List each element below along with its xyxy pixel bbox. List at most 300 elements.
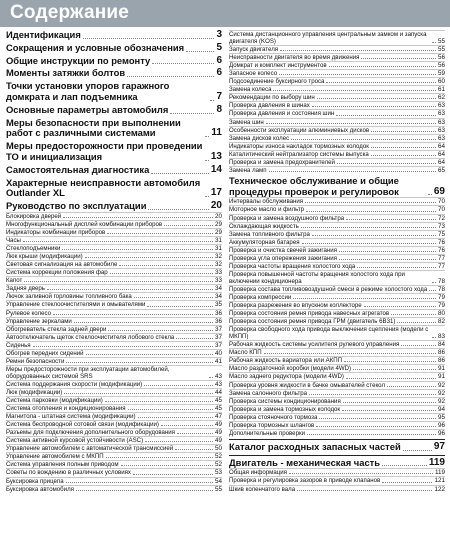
toc-entry [229,270,445,285]
toc-entry-title: Масло раздаточной коробки (модели 4WD) [229,365,352,373]
toc-entry-title: Общая информация [229,469,287,477]
toc-page-number: 84 [437,341,445,349]
toc-entry-title: Стеклоподъемники [6,245,61,253]
toc-entry-title: Проверка состояния ремня привода ГРМ (двигатель 6B31) [229,318,396,326]
dot-leader [106,457,213,458]
toc-entry [6,212,222,220]
toc-entry [229,150,445,158]
toc-page-number: 78 [437,285,445,293]
dot-leader [326,82,436,83]
toc-entry [229,381,445,389]
toc-entry-title: Рабочая жидкость системы усилителя рулевого управления [229,341,400,349]
toc-entry [229,348,445,356]
toc-page-number: 35 [214,301,222,309]
toc-entry-title: Замена топливного фильтра [229,230,310,238]
toc-page-number: 47 [214,413,222,421]
toc-entry-title: Моменты затяжки болтов [6,68,126,79]
toc-entry-title: Люк (модификации) [6,388,63,396]
toc-entry [229,254,445,262]
toc-entry [229,246,445,254]
toc-page-number: 86 [437,349,445,357]
toc-page-number: 95 [437,413,445,421]
dot-leader [108,330,213,331]
dot-leader [382,482,432,483]
dot-leader [361,58,436,59]
toc-entry-title: Проверка и замена тормозных колодок [229,405,341,413]
toc-page-number: 63 [437,102,445,110]
dot-leader [428,194,432,195]
toc-section [6,30,222,41]
dot-leader [301,227,436,228]
toc-page-number: 96 [437,421,445,429]
dot-leader [316,426,436,427]
toc-entry [6,333,222,341]
toc-page-number: 40 [214,349,222,357]
toc-page-number: 36 [214,309,222,317]
dot-leader [209,377,213,378]
dot-leader [119,265,213,266]
toc-page-number: 82 [437,318,445,326]
dot-leader [293,298,436,299]
toc-page-number: 119 [434,469,445,477]
toc-entry-title: Проверка и замена предохранителей [229,158,335,166]
toc-entry [6,420,222,428]
toc-page-number: 97 [433,440,445,452]
toc-entry [229,126,445,134]
toc-entry [229,325,445,340]
toc-entry [229,158,445,166]
toc-page-number: 37 [214,333,222,341]
toc-page-number: 86 [437,357,445,365]
toc-entry-title: Рекомендации по выбору шин [229,94,315,102]
dot-leader [23,241,213,242]
toc-page-number: 14 [210,164,222,175]
dot-leader [346,378,436,379]
toc-page-number: 37 [214,341,222,349]
dot-leader [397,322,436,323]
toc-entry-title: Точки установки упоров гаражного домкрата и лап подъемника [6,81,170,102]
toc-entry-title: Система управления полным приводом [6,461,119,469]
toc-page-number: 73 [437,222,445,230]
toc-page-number: 63 [437,134,445,142]
toc-entry [229,468,445,476]
toc-entry-title: Система беспроводной сотовой связи (модификации) [6,421,159,429]
dot-leader [391,314,436,315]
toc-entry [6,485,222,493]
dot-leader [302,243,436,244]
dot-leader [329,66,436,67]
toc-entry [6,444,222,452]
toc-entry [6,428,222,436]
toc-entry-title: Задняя дверь [6,285,45,293]
dot-leader [177,433,213,434]
toc-section [6,118,222,140]
toc-entry [6,349,222,357]
toc-page-number: 75 [437,230,445,238]
toc-entry [229,485,445,493]
toc-page-number: 96 [437,429,445,437]
toc-entry-title: Обогреватель стекла задней двери [6,325,107,333]
dot-leader [353,369,436,370]
toc-entry [229,340,445,348]
toc-page-number: 119 [428,456,445,468]
dot-leader [210,100,214,101]
dot-leader [344,361,436,362]
toc-entry-title: Меры предосторожности при эксплуатации автомобилей, оборудованных системой SRS [6,365,170,380]
toc-column-left [6,30,222,493]
dot-leader [429,290,436,291]
toc-page-number: 77 [437,254,445,262]
dot-leader [312,106,436,107]
toc-entry-title: Аккумуляторная батарея [229,238,300,246]
toc-entry [6,404,222,412]
dot-leader [306,211,436,212]
dot-leader [64,393,213,394]
dot-leader [121,465,213,466]
toc-entry [229,356,445,364]
dot-leader [403,450,432,451]
toc-entry [229,205,445,213]
toc-page-number: 69 [433,185,445,197]
dot-leader [47,289,213,290]
toc-entry [229,429,445,437]
toc-section [6,68,222,79]
dot-leader [105,401,213,402]
toc-entry-title: Проверка и очистка свечей зажигания [229,246,337,254]
toc-page-number: 55 [437,38,445,46]
toc-entry-title: Моторное масло и фильтр [229,206,305,214]
toc-page-number: 122 [434,485,445,493]
toc-page-number: 92 [437,397,445,405]
dot-leader [371,155,436,156]
toc-page-number: 37 [214,325,222,333]
toc-entry-title: Запуск двигателя [229,46,279,54]
dot-leader [74,322,213,323]
toc-entry [229,372,445,380]
toc-entry-title: Система парковки (модификации) [6,397,103,405]
toc-entry-title: Рабочая жидкость вариатора или АКПП [229,357,343,365]
dot-leader [336,115,436,116]
toc-entry-title: Система активной курсовой устойчивости (ASC) [6,437,144,445]
toc-page-number: 92 [437,389,445,397]
toc-entry-title: Проверка и регулировка зазоров в приводе клапанов [229,477,381,485]
toc-entry-title: Управление зеркалами [6,317,72,325]
toc-page-number: 11 [211,127,222,139]
toc-entry-title: Проверка угла опережения зажигания [229,254,337,262]
toc-entry [6,436,222,444]
dot-leader [339,251,436,252]
toc-entry-title: Самостоятельная диагностика [6,164,150,175]
toc-page-number: 62 [437,94,445,102]
toc-entry [229,101,445,109]
dot-leader [273,90,436,91]
dot-leader [371,147,436,148]
toc-entry-title: Система отопления и кондиционирования [6,405,126,413]
dot-leader [164,225,213,226]
toc-entry-title: Руководство по эксплуатации [6,201,147,212]
toc-section [229,176,445,198]
dot-leader [138,417,213,418]
dot-leader [85,257,213,258]
toc-entry [229,285,445,293]
toc-entry [229,166,445,174]
dot-leader [307,434,436,435]
toc-entry [229,476,445,484]
toc-column-right [229,30,445,493]
toc-entry-title: Магнитола - штатная система (модификации) [6,413,136,421]
toc-section [6,165,222,176]
toc-page-number: 20 [210,201,222,212]
toc-entry [229,238,445,246]
dot-leader [133,474,213,475]
dot-leader [364,306,436,307]
dot-leader [170,113,214,114]
toc-section [6,81,222,103]
toc-entry [6,309,222,317]
toc-page-number: 7 [216,90,222,102]
dot-leader [186,51,214,52]
dot-leader [148,209,208,210]
dot-leader [176,338,213,339]
toc-page-number: 34 [214,293,222,301]
toc-section [6,178,222,200]
toc-page-number: 32 [214,253,222,261]
toc-page-number: 79 [437,302,445,310]
dot-leader [357,267,436,268]
toc-entry-title: Разъемы для подключения дополнительного оборудования [6,429,175,437]
toc-entry [229,301,445,309]
toc-entry-title: Проверка давления и состояния шин [229,110,335,118]
toc-page-number: 80 [437,310,445,318]
toc-page-number: 36 [214,317,222,325]
toc-entry [6,477,222,485]
toc-entry-title: Двигатель - механическая часть [229,456,381,468]
toc-entry [229,197,445,205]
toc-entry [229,262,445,270]
toc-entry [229,293,445,301]
dot-leader [339,259,436,260]
toc-entry [6,260,222,268]
dot-leader [291,139,436,140]
toc-page-number: 20 [214,212,222,220]
dot-leader [269,171,436,172]
toc-page-number: 17 [210,187,222,199]
toc-entry [229,93,445,101]
toc-entry-title: Ремни безопасности [6,357,65,365]
toc-entry-title: Меры безопасности при выполнении работ с различными системами [6,117,181,139]
toc-entry [6,388,222,396]
dot-leader [145,441,213,442]
toc-entry [229,53,445,61]
dot-leader [382,465,427,466]
toc-page-number: 55 [437,46,445,54]
toc-section [6,201,222,212]
dot-leader [151,173,209,174]
toc-page-number: 91 [437,365,445,373]
dot-leader [297,490,432,491]
toc-entry-title: Проверка системы кондиционирования [229,397,341,405]
dot-leader [205,196,209,197]
dot-leader [266,123,436,124]
dot-leader [319,418,436,419]
toc-entry-title: Люк крыши (модификации) [6,253,83,261]
dot-leader [205,136,209,137]
dot-leader [53,314,213,315]
toc-entry-title: Идентификация [6,30,81,40]
toc-entry [6,365,222,380]
toc-entry-title: Многофункциональный дисплей комбинации приборов [6,221,163,228]
toc-page-number: 54 [214,477,222,485]
toc-entry-title: Проверка состава топливовоздушной смеси в режиме холостого хода [229,285,428,293]
dot-leader [161,425,213,426]
toc-entry-title: Проверка тормозных шлангов [229,421,315,429]
dot-leader [33,346,213,347]
dot-leader [317,98,436,99]
toc-entry [6,341,222,349]
toc-page-number: 29 [214,221,222,228]
toc-entry-title: Сиденья [6,341,31,349]
toc-entry-title: Индикаторы комбинации приборов [6,229,106,237]
toc-page-number: 43 [214,372,222,380]
toc-entry [6,276,222,284]
toc-entry [6,412,222,420]
dot-leader [432,337,436,338]
toc-entry [6,244,222,252]
toc-entry-title: Лючок заливной горловины топливного бака [6,293,132,301]
toc-page-number: 64 [437,158,445,166]
toc-entry-title: Проверка давления в шинах [229,102,310,110]
toc-page-number: 91 [437,373,445,381]
toc-page-number: 65 [437,166,445,174]
toc-page-number: 3 [216,30,222,40]
dot-leader [371,131,436,132]
toc-entry [6,357,222,365]
toc-page-number: 64 [437,150,445,158]
dot-leader [86,354,213,355]
toc-page-number: 77 [437,262,445,270]
toc-page-number: 29 [214,229,222,237]
toc-entry-title: Автоотключатель щеток стеклоочистителя лобового стекла [6,333,175,341]
toc-page-number: 49 [214,429,222,437]
toc-page-number: 49 [214,437,222,445]
dot-leader [24,281,213,282]
toc-page-number: 56 [437,54,445,62]
toc-page-number: 8 [216,104,222,115]
toc-page-number: 72 [437,214,445,222]
toc-entry-title: Техническое обслуживание и общие процедуры проверок и регулировок [229,175,399,197]
toc-entry [229,85,445,93]
toc-entry [229,109,445,117]
page-title: Содержание [10,2,130,23]
toc-entry-title: Масло заднего редуктора (модели 4WD) [229,373,344,381]
toc-entry [229,397,445,405]
toc-page-number: 13 [210,150,222,162]
dot-leader [110,273,213,274]
toc-section [6,105,222,116]
toc-page-number: 79 [437,294,445,301]
dot-leader [264,353,436,354]
toc-entry-title: Обогрев передних сидений [6,349,84,357]
toc-page-number: 49 [214,421,222,429]
toc-entry [229,214,445,222]
toc-entry-title: Управление автомобилем с автоматической трансмиссией [6,445,174,453]
dot-leader [309,394,436,395]
toc-entry [229,77,445,85]
toc-entry-title: Проверка свободного хода привода выключения сцепления (модели с МКПП) [229,326,429,341]
toc-entry-title: Замена дисков колес [229,134,290,142]
toc-entry [229,61,445,69]
toc-page-number: 63 [437,126,445,134]
toc-section [229,439,445,453]
toc-entry-title: Замена колеса [229,86,272,94]
toc-entry-title: Проверка состояния ремня привода навесных агрегатов [229,310,390,318]
toc-page-number: 6 [216,68,222,79]
toc-entry-title: Домкрат и комплект инструментов [229,62,327,70]
toc-page-number: 52 [214,453,222,461]
toc-page-number: 76 [437,238,445,246]
toc-entry-title: Блокировка дверей [6,212,62,220]
dot-leader [432,42,436,43]
dot-leader [305,202,436,203]
toc-entry-title: Сокращения и условные обозначения [6,42,185,53]
dot-leader [134,297,213,298]
toc-page-number: 70 [437,198,445,206]
dot-leader [280,50,436,51]
toc-page-number: 32 [214,261,222,269]
dot-leader [387,386,436,387]
toc-page-number: 45 [214,405,222,413]
toc-entry-title: Каталог расходных запасных частей [229,440,401,452]
toc-entry-title: Буксировка автомобиля [6,485,74,493]
toc-entry [6,220,222,228]
dot-leader [128,409,213,410]
toc-entry-title: Световая сигнализация на автомобиле [6,261,118,269]
toc-page-number: 52 [214,461,222,469]
toc-entry [229,413,445,421]
toc-entry [6,228,222,236]
toc-entry-title: Проверка стояночного тормоза [229,413,318,421]
toc-entry [6,268,222,276]
toc-entry [6,460,222,468]
toc-entry-title: Советы по вождению в различных условиях [6,469,131,477]
toc-entry-title: Рулевое колесо [6,309,52,317]
dot-leader [127,76,214,77]
toc-entry [229,421,445,429]
toc-entry-title: Замена салонного фильтра [229,389,308,397]
toc-page-number: 45 [214,397,222,405]
dot-leader [63,217,213,218]
toc-entry-title: Проверка и замена воздушного фильтра [229,214,345,222]
toc-page-number: 5 [216,42,222,53]
toc-entry-title: Часы [6,237,21,245]
toc-page-number: 31 [214,245,222,253]
toc-page-number: 70 [437,206,445,214]
toc-entry-title: Система дистанционного управления центральным замком и запуска двигателя (KOS) [229,31,427,46]
toc-entry [229,222,445,230]
toc-entry [229,142,445,150]
toc-entry-title: Меры предосторожности при проведении ТО и инициализация [6,141,203,162]
toc-entry [229,364,445,372]
toc-section [229,455,445,469]
toc-entry-title: Основные параметры автомобиля [6,104,169,115]
toc-entry-title: Проверка разрежения во впускном коллекторе [229,302,362,310]
dot-leader [66,482,213,483]
toc-entry-title: Запасное колесо [229,70,278,78]
toc-page-number: 41 [214,357,222,365]
dot-leader [107,233,213,234]
toc-page-number: 60 [437,78,445,86]
dot-leader [205,160,209,161]
